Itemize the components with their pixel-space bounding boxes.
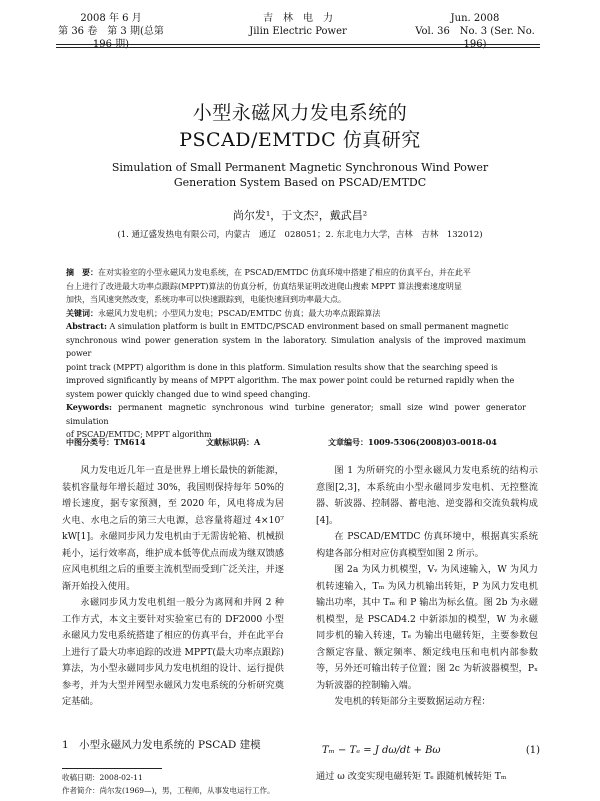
abstract-en-line: improved significantly by means of MPPT algorithm. The max power point could be returned rapidly when the (66, 376, 515, 385)
abstract-en-line: point track (MPPT) algorithm is done in this platform. Simulation results show that the searching speed is (66, 362, 498, 372)
keywords-cn-label: 关键词： (66, 307, 98, 318)
right-column (316, 463, 538, 711)
journal-header (56, 12, 540, 58)
equation-1 (310, 745, 540, 767)
document-code: 文献标识码：A (206, 437, 261, 447)
abstract-cn-line: 摘 要：在对实验室的小型永磁风力发电系统，在 PSCAD/EMTDC 仿真环境中搭建了相应的仿真平台，并在此平 (66, 267, 471, 277)
title-line-1: 小型永磁风力发电系统的 (192, 102, 408, 124)
section-heading: 1 小型永磁风力发电系统的 PSCAD 建模 (62, 739, 261, 751)
abstract-cn-line: 台上进行了改进最大功率点跟踪(MPPT)算法的仿真分析，仿真结果证明改进爬山搜索 MPPT 算法搜索速度明显 (66, 281, 462, 291)
keywords-en-line: of PSCAD/EMTDC; MPPT algorithm (66, 430, 212, 439)
header-volume-cn: 第 36 卷 第 3 期(总第 196 期) (58, 26, 164, 50)
abstract-en-line: system power quickly changed due to wind speed changing. (66, 389, 311, 399)
body-paragraph: 图 2a 为风力机模型，Vᵥ 为风速输入，W 为风力机转速输入，Tₘ 为风力机输出转矩，P 为风力发电机输出功率，其中 Tₘ 和 P 输出为标幺值。图 2b 为永磁机模型，是 PSCAD4.2 中新添加的模型，W 为永磁同步机的输入转速，Tₑ 为输出电磁转矩，主要参数包含额定容量、额定频率、额定线电压和电机内部参数等，另外还可输出转子位置；图 2c 为斩波器模型，Pₓ 为斩波器的控制输入端。 (316, 564, 538, 691)
body-paragraph: 发电机的转矩部分主要数据运动方程： (334, 696, 491, 707)
abstract-en-line: Abstract: A simulation platform is built in EMTDC/PSCAD environment based on small permanent magnetic (66, 321, 509, 331)
body-paragraph: 永磁同步风力发电机组一般分为离网和并网 2 种工作方式，本文主要针对实验室已有的 DF2000 小型永磁风力发电系统搭建了相应的仿真平台，并在此平台上进行了最大功率追踪的改进 MPPT(最大功率点跟踪)算法，为小型永磁同步风力发电机组的设计、运行提供参考，并为大型并网型永磁风力发电系统的分析研究奠定基础。 (62, 597, 284, 707)
english-title (0, 160, 600, 190)
abstract-cn-line: 加快，当风速突然改变，系统功率可以快速跟踪到，电能快速回到功率最大点。 (66, 295, 346, 304)
right-column-last-line: 通过 ω 改变实现电磁转矩 Tₑ 跟随机械转矩 Tₘ (316, 771, 507, 782)
equation-formula: Tₘ − Tₑ = J dω/dt + Bω (322, 745, 441, 756)
abstract-en-label: Abstract: (66, 321, 107, 331)
abstract-en (66, 320, 526, 442)
header-center (238, 12, 358, 38)
article-number: 文章编号：1009-5306(2008)03-0018-04 (328, 437, 497, 447)
received-date: 收稿日期：2008-02-11 (62, 773, 143, 782)
journal-name-en: Jilin Electric Power (249, 26, 347, 37)
equation-number: (1) (525, 745, 540, 756)
author-bio: 作者简介：尚尔发(1969—)，男，工程师，从事发电运行工作。 (62, 786, 275, 795)
left-column (62, 463, 284, 711)
abstract-en-line: synchronous wind power generation system in the laboratory. Simulation analysis of the improved maximum power (66, 335, 526, 358)
body-paragraph: 风力发电近几年一直是世界上增长最快的新能源，装机容量每年增长超过 30%，我国则保持每年 50%的增长速度，据专家预测，至 2020 年，风电将成为居火电、水电之后的第三大电源，总容量将超过 4×10⁷ kW[1]。永磁同步风力发电机由于无需齿轮箱、机械损耗小，运行效率高，维护成本低等优点而成为继双馈感应风电机组之后的重要主流机型而受到广泛关注，并逐渐开始投入使用。 (62, 465, 284, 592)
journal-name-cn: 吉 林 电 力 (263, 13, 333, 24)
english-title-line-1: Simulation of Small Permanent Magnetic Synchronous Wind Power (111, 161, 489, 174)
body-paragraph: 在 PSCAD/EMTDC 仿真环境中，根据真实系统构建各部分相对应仿真模型如图 2 所示。 (316, 531, 538, 559)
body-paragraph: 图 1 为所研究的小型永磁风力发电系统的结构示意图[2,3]，本系统由小型永磁同步发电机、无控整流器、斩波器、控制器、蓄电池、逆变器和交流负载构成[4]。 (316, 465, 538, 526)
english-title-line-2: Generation System Based on PSCAD/EMTDC (173, 176, 427, 189)
keywords-cn: 关键词：永磁风力发电机；小型风力发电；PSCAD/EMTDC 仿真；最大功率点跟踪算法 (66, 307, 381, 318)
footnote-rule (62, 768, 162, 769)
clc-number: 中图分类号：TM614 (66, 437, 146, 447)
header-date-en: Jun. 2008 (450, 13, 500, 24)
abstract-cn (66, 266, 526, 320)
keywords-en: Keywords: permanent magnetic synchronous wind turbine generator; small size wind power generator simulation (66, 402, 527, 426)
paper-title (0, 100, 600, 154)
header-volume-en: Vol. 36 No. 3 (Ser. No. 196) (415, 26, 535, 50)
authors: 尚尔发¹，于文杰²，戴武昌² (232, 209, 368, 222)
keywords-en-label: Keywords: (66, 402, 113, 412)
header-rule (56, 44, 540, 48)
header-date-cn: 2008 年 6 月 (80, 13, 142, 24)
abstract-cn-label: 摘 要： (66, 267, 98, 277)
title-line-2: PSCAD/EMTDC 仿真研究 (179, 129, 421, 151)
affiliation: (1. 通辽盛发热电有限公司，内蒙古 通辽 028051；2. 东北电力大学，吉林 吉林 132012) (117, 230, 483, 240)
